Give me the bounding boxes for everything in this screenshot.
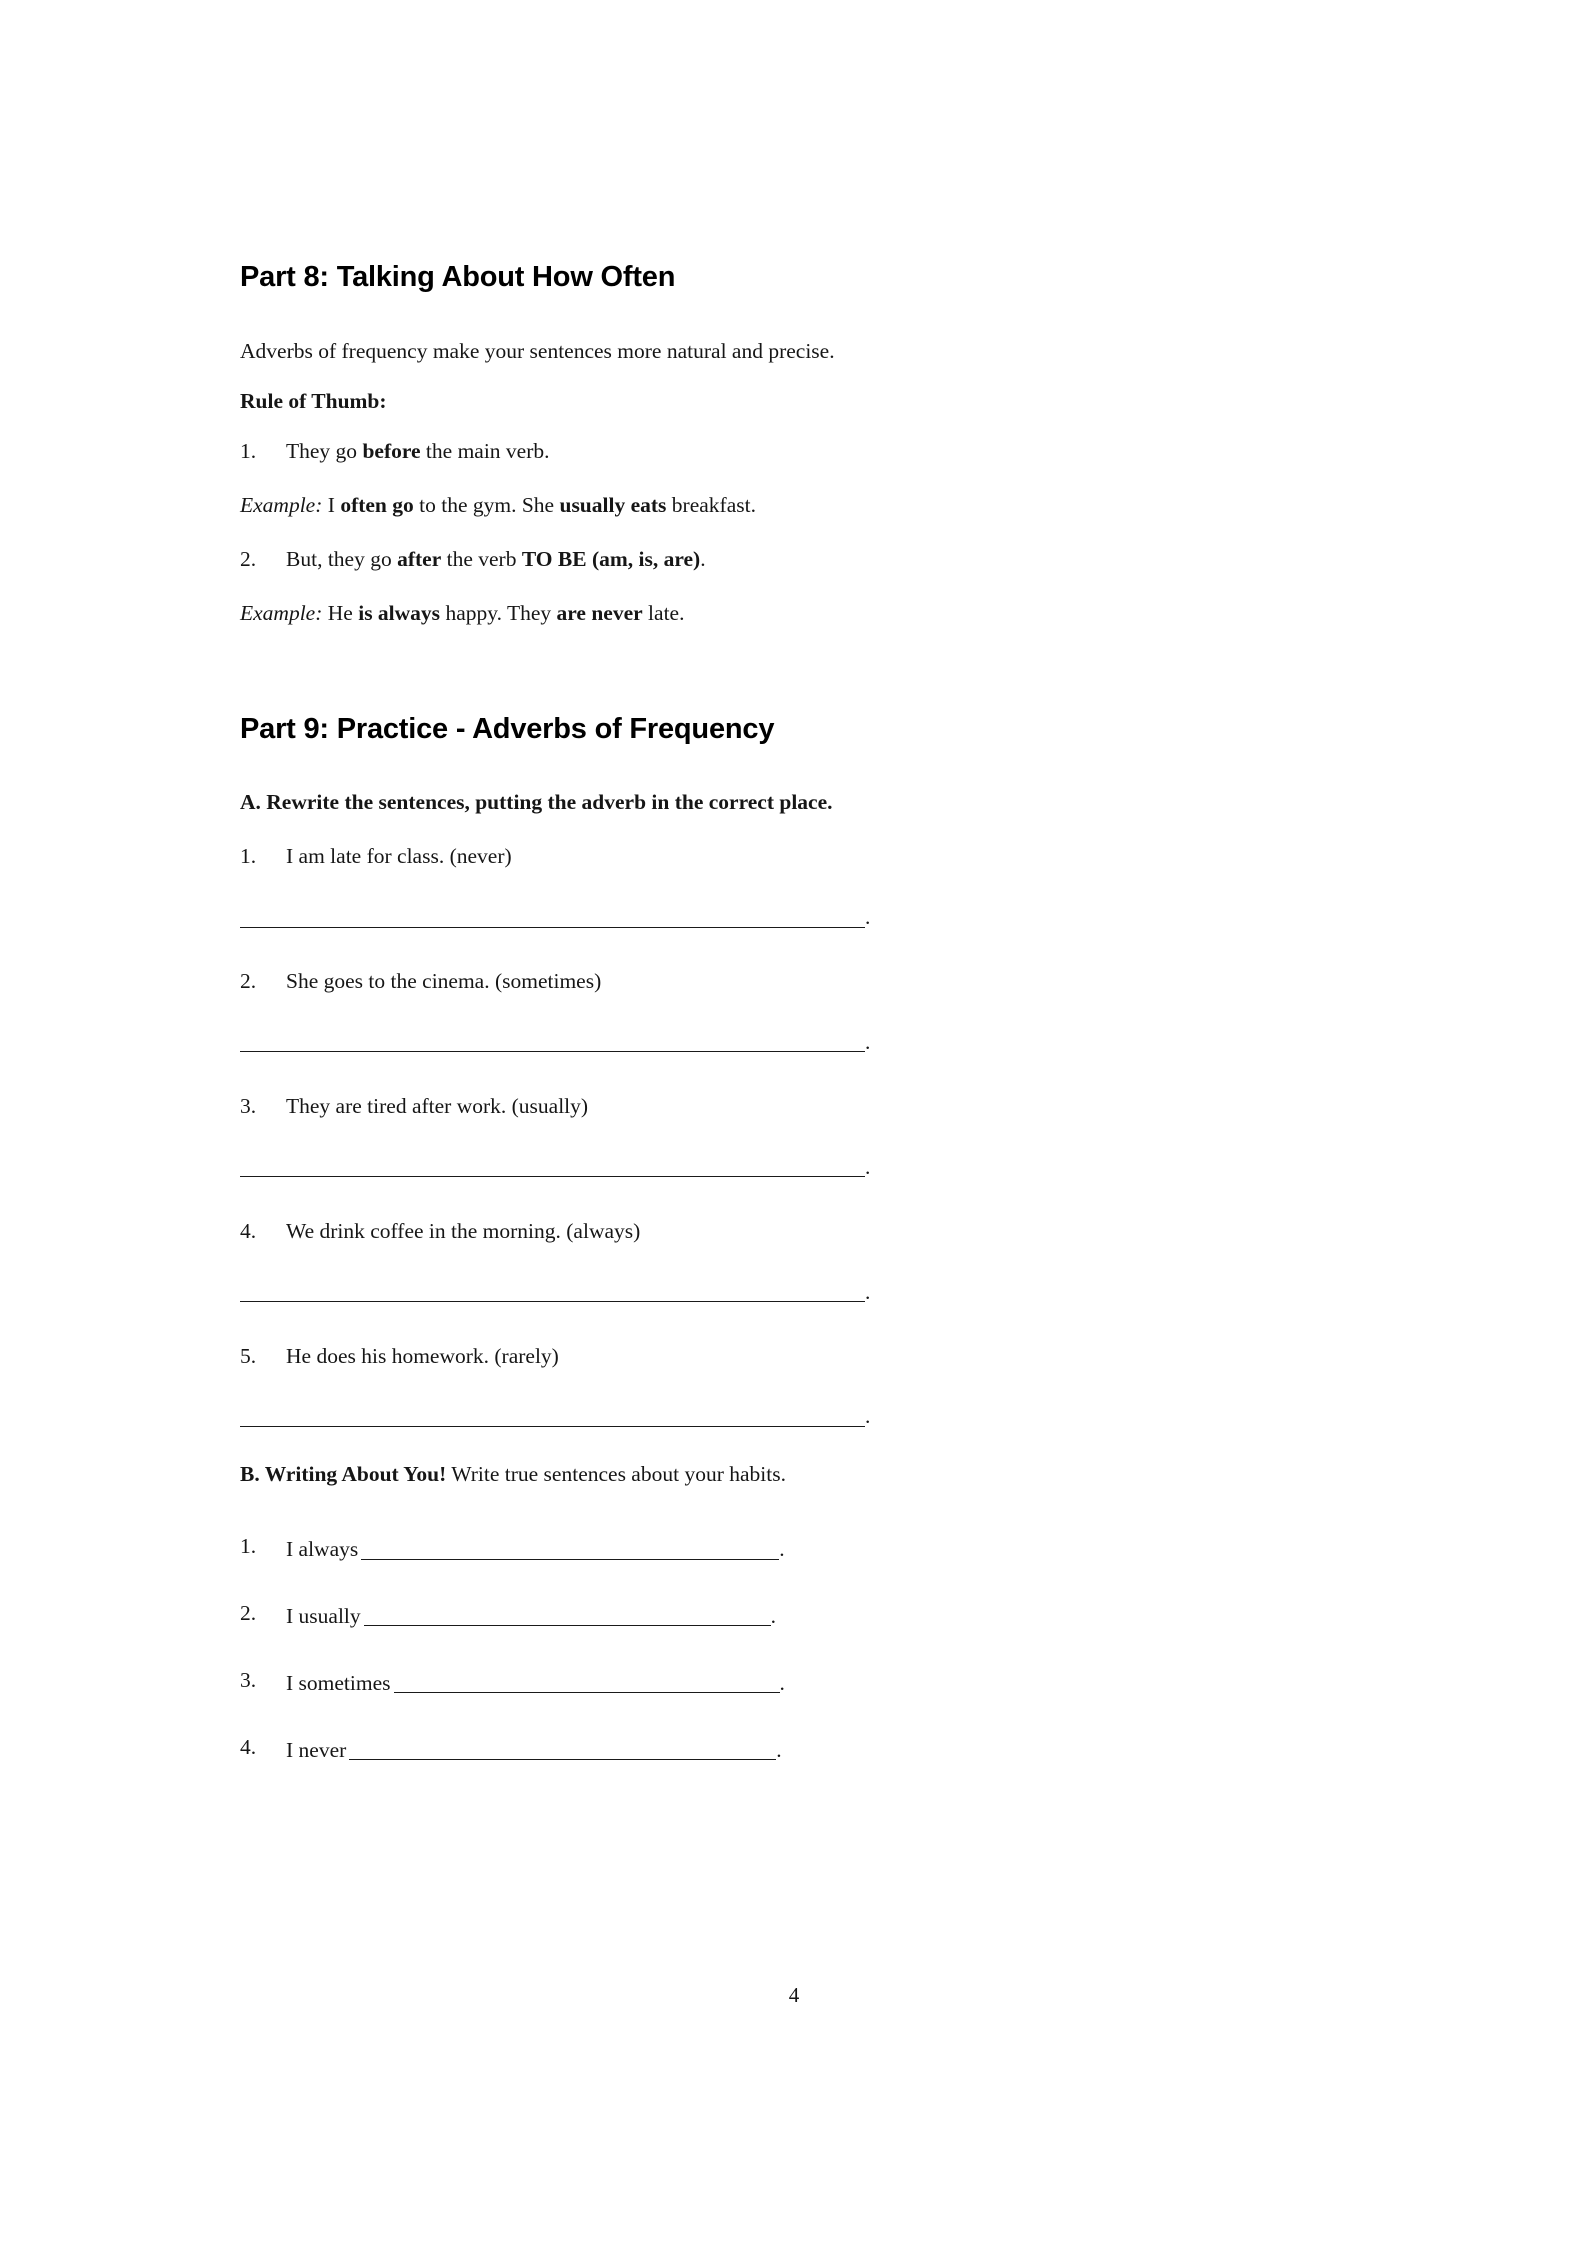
spacer [240,1489,1350,1533]
list-number: 3. [240,1667,257,1692]
answer-rule[interactable] [240,1030,865,1053]
spacer [240,1631,1350,1667]
answer-period: . [865,1154,871,1179]
rule-item-text [286,547,706,571]
example-label: Example: [240,492,323,517]
answer-period: . [779,1670,785,1695]
example-bold-1: is always [358,600,441,625]
list-number: 2. [240,1601,257,1626]
rule-text-bold-2: TO BE (am, is, are) [521,546,701,571]
example-seg-1: He [322,600,359,625]
rule-text-post: the main verb. [420,438,550,463]
section-b-item-1[interactable] [240,1533,1350,1564]
section-a-instruction: A. Rewrite the sentences, putting the adverb in the correct place. [240,790,833,815]
list-number: 2. [240,969,257,994]
list-number: 4. [240,1734,257,1759]
spacer [240,932,1350,968]
section-b-item-4[interactable] [240,1734,1350,1765]
page-content [240,262,1350,1765]
section-a-item-2 [240,968,1350,996]
part-8-heading: Part 8: Talking About How Often [240,261,676,293]
spacer [240,1182,1350,1218]
rule-of-thumb-label: Rule of Thumb: [240,388,387,413]
answer-rule[interactable] [240,905,865,928]
spacer [240,745,1350,789]
spacer [240,520,1350,546]
section-a-item-5 [240,1343,1350,1371]
rule-item-text [286,439,550,463]
example-bold-2: are never [556,600,643,625]
example-seg-2: happy. They [440,600,557,625]
section-b-item-lead: I usually [286,1604,361,1629]
list-number: 2. [240,546,257,571]
section-a-item-text: I am late for class. (never) [286,844,512,869]
answer-rule[interactable] [240,1154,865,1177]
spacer [240,366,1350,388]
example-seg-3: breakfast. [666,492,756,517]
spacer [240,1121,1350,1151]
spacer [240,1564,1350,1600]
section-a-item-text: We drink coffee in the morning. (always) [286,1218,641,1243]
spacer [240,628,1350,714]
spacer [240,817,1350,843]
answer-period: . [865,1030,871,1054]
spacer [240,1246,1350,1276]
answer-blank-a5[interactable] [240,1400,1350,1431]
answer-blank-a1[interactable] [240,901,1350,932]
example-1 [240,492,1350,520]
section-b-item-lead: I always [286,1537,359,1562]
section-b-item-lead: I never [286,1737,347,1762]
spacer [240,871,1350,901]
example-seg-3: late. [642,600,685,625]
section-b-item-lead: I sometimes [286,1670,391,1695]
section-b-item-3[interactable] [240,1667,1350,1698]
section-b-instruction-bold: B. Writing About You! [240,1462,447,1487]
answer-rule[interactable] [361,1537,779,1560]
section-a-item-3 [240,1093,1350,1121]
section-a-item-text: They are tired after work. (usually) [286,1093,589,1118]
spacer [240,1057,1350,1093]
section-a-item-text: He does his homework. (rarely) [286,1343,559,1368]
answer-rule[interactable] [364,1604,771,1627]
section-a-item-text: She goes to the cinema. (sometimes) [286,969,602,994]
spacer [240,466,1350,492]
list-number: 1. [240,1534,257,1559]
rule-item-2 [240,546,1350,574]
list-number: 1. [240,438,257,463]
list-number: 4. [240,1218,257,1243]
rule-text-pre: But, they go [286,546,398,571]
example-bold-1: often go [340,492,414,517]
page-number: 4 [788,1983,800,2007]
spacer [240,294,1350,338]
answer-blank-a4[interactable] [240,1276,1350,1307]
answer-period: . [865,905,871,930]
part-9-heading: Part 9: Practice - Adverbs of Frequency [240,712,775,745]
example-bold-2: usually eats [559,492,667,517]
section-b-instruction-rest: Write true sentences about your habits. [446,1462,786,1487]
spacer [240,416,1350,438]
section-b-instruction [240,1461,1350,1489]
example-label: Example: [240,600,323,625]
answer-period: . [865,1404,871,1429]
answer-rule[interactable] [394,1670,780,1693]
answer-rule[interactable] [349,1737,776,1760]
spacer [240,1370,1350,1400]
list-number: 1. [240,844,257,869]
example-seg-2: to the gym. She [413,492,560,517]
answer-rule[interactable] [240,1404,865,1427]
part-8-intro: Adverbs of frequency make your sentences more natural and precise. [240,338,835,363]
rule-text-mid: the verb [441,546,522,571]
rule-item-1 [240,438,1350,466]
spacer [240,996,1350,1026]
spacer [240,1307,1350,1343]
rule-text-post: . [700,546,706,571]
rule-text-pre: They go [286,438,363,463]
answer-period: . [776,1737,782,1762]
rule-text-bold: after [397,546,442,571]
list-number: 3. [240,1093,257,1118]
answer-rule[interactable] [240,1279,865,1302]
section-a-item-1 [240,843,1350,871]
list-number: 5. [240,1343,257,1368]
answer-blank-a2[interactable] [240,1026,1350,1057]
rule-text-bold: before [362,438,421,463]
answer-period: . [770,1604,777,1629]
section-b-item-2[interactable] [240,1600,1350,1631]
example-seg-1: I [322,492,341,517]
answer-period: . [865,1279,871,1304]
spacer [240,574,1350,600]
answer-blank-a3[interactable] [240,1151,1350,1182]
spacer [240,1698,1350,1734]
example-2 [240,600,1350,628]
section-a-item-4 [240,1218,1350,1246]
answer-period: . [779,1537,785,1562]
spacer [240,1431,1350,1461]
